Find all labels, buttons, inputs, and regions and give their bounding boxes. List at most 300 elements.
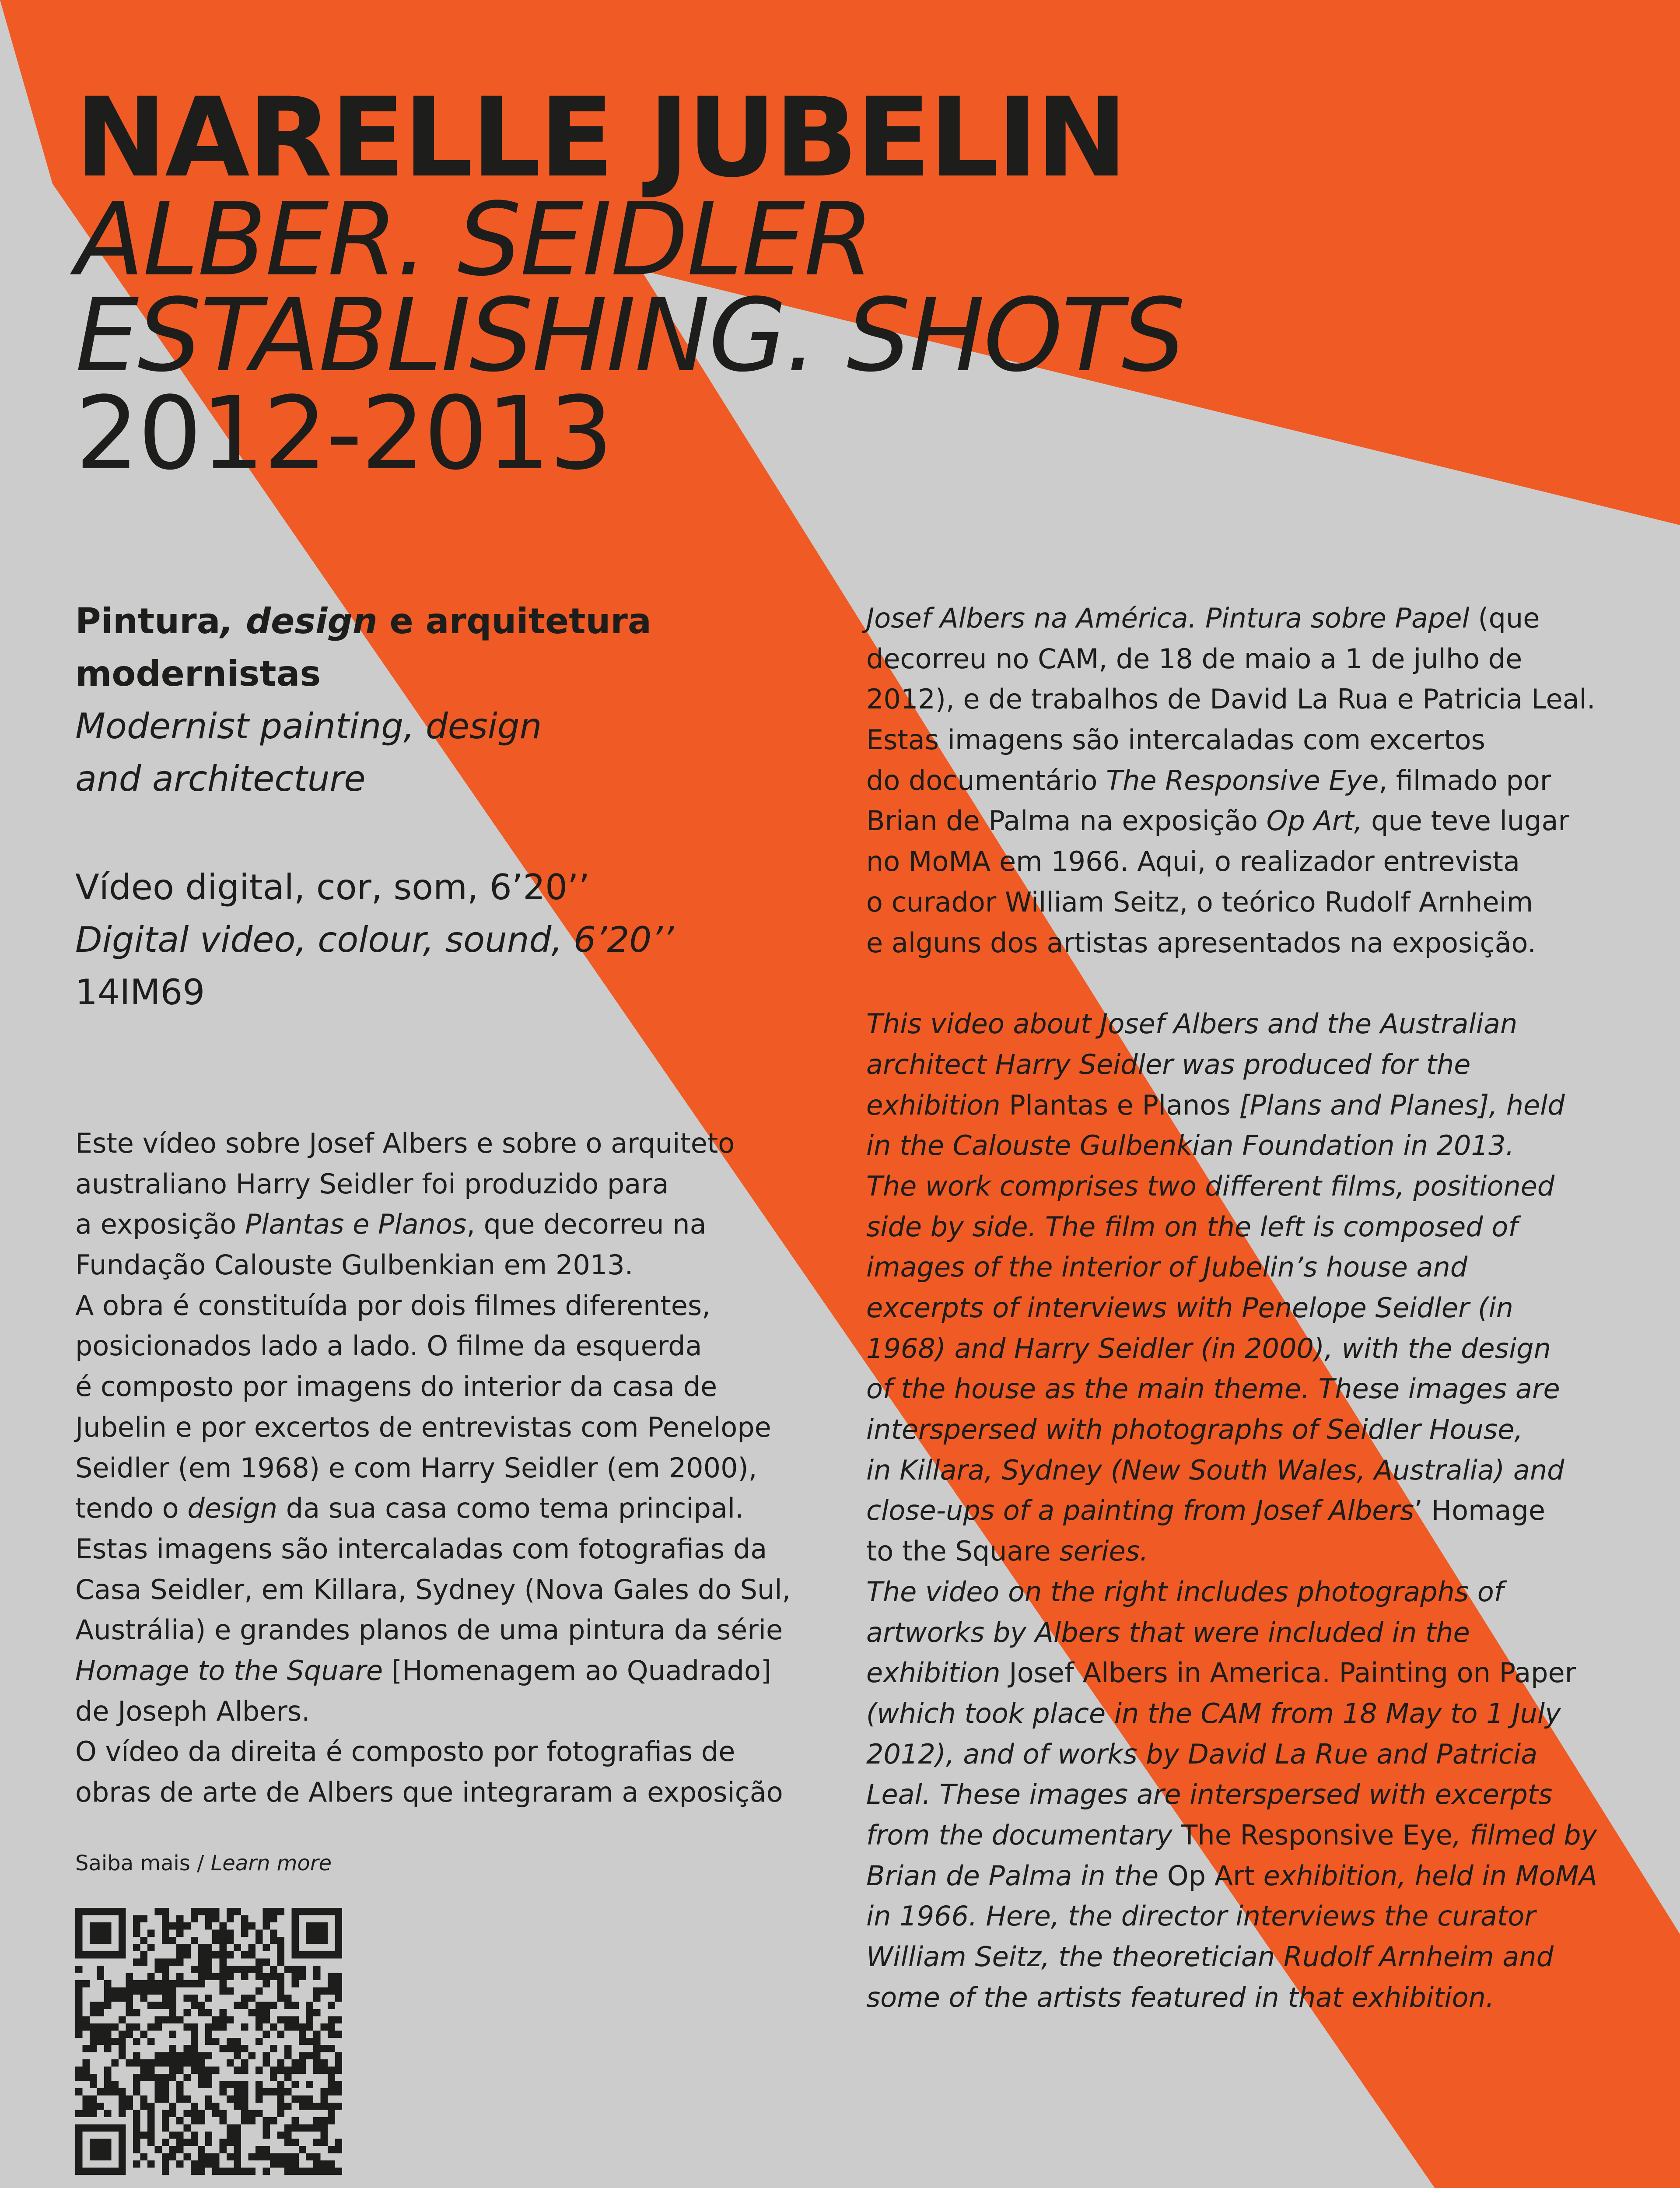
qr-module xyxy=(198,2059,205,2066)
qr-module xyxy=(154,1987,161,1994)
qr-module xyxy=(176,2146,183,2153)
qr-module xyxy=(183,2139,190,2146)
text-run: [Homenagem ao Quadrado] xyxy=(383,1654,772,1687)
qr-module xyxy=(212,1973,219,1980)
qr-module xyxy=(162,1987,169,1994)
qr-module xyxy=(299,2052,306,2059)
qr-module xyxy=(176,2096,183,2103)
qr-module xyxy=(248,2009,256,2016)
qr-module xyxy=(154,1966,161,1973)
qr-module xyxy=(147,1944,154,1951)
qr-module xyxy=(140,2096,147,2103)
text-line xyxy=(866,923,1619,964)
qr-module xyxy=(321,2132,328,2139)
category-en-line-1: Modernist painting, design xyxy=(75,706,542,747)
qr-module xyxy=(263,2016,270,2023)
qr-module xyxy=(162,2139,169,2146)
qr-module xyxy=(169,2103,176,2110)
qr-module xyxy=(299,2067,306,2074)
text-run: architect Harry Seidler was produced for the xyxy=(866,1048,1471,1080)
qr-module xyxy=(90,2074,97,2081)
qr-module xyxy=(169,2132,176,2139)
text-line xyxy=(866,1937,1619,1978)
qr-module xyxy=(126,2023,133,2030)
qr-module xyxy=(220,1987,227,1994)
qr-module xyxy=(97,2009,104,2016)
text-line xyxy=(866,1288,1619,1329)
qr-module xyxy=(198,2146,205,2153)
qr-module xyxy=(82,1980,89,1987)
qr-code-icon[interactable] xyxy=(75,1908,342,2175)
text-run: o curador William Seitz, o teórico Rudolf Arnheim xyxy=(866,886,1533,918)
qr-module xyxy=(147,1980,154,1987)
qr-module xyxy=(292,2067,299,2074)
text-line xyxy=(75,1691,819,1732)
qr-module xyxy=(205,2139,212,2146)
qr-module xyxy=(227,2081,234,2088)
qr-module xyxy=(256,2002,262,2009)
qr-module xyxy=(140,2153,147,2160)
qr-module xyxy=(335,2067,342,2074)
qr-module xyxy=(133,1915,140,1922)
qr-module xyxy=(335,2030,342,2037)
category-pt-part: , design xyxy=(220,601,378,642)
qr-module xyxy=(234,1966,241,1973)
qr-module xyxy=(234,2103,241,2110)
qr-module xyxy=(205,2038,212,2045)
text-run: de Joseph Albers. xyxy=(75,1695,310,1727)
qr-module xyxy=(176,2081,183,2088)
qr-module xyxy=(313,1987,320,1994)
qr-module xyxy=(234,2139,241,2146)
qr-module xyxy=(119,2045,126,2052)
qr-module xyxy=(111,2038,118,2045)
qr-module xyxy=(277,1973,284,1980)
qr-module xyxy=(119,2052,126,2059)
qr-module xyxy=(147,2160,154,2167)
qr-module xyxy=(191,2139,198,2146)
qr-module xyxy=(162,2110,169,2117)
qr-module xyxy=(183,1922,190,1929)
qr-module xyxy=(212,1915,219,1922)
qr-module xyxy=(75,2009,82,2016)
qr-module xyxy=(227,1951,234,1958)
qr-module xyxy=(162,1973,169,1980)
text-run: 1968) and Harry Seidler (in 2000), with the design xyxy=(866,1332,1551,1364)
qr-module xyxy=(176,2016,183,2023)
qr-module xyxy=(313,2038,320,2045)
text-line xyxy=(866,1329,1619,1369)
qr-module xyxy=(328,2002,335,2009)
qr-module xyxy=(335,1973,342,1980)
qr-module xyxy=(256,2146,262,2153)
qr-module xyxy=(277,2081,284,2088)
qr-module xyxy=(176,1980,183,1987)
qr-module xyxy=(306,2103,313,2110)
qr-module xyxy=(277,1951,284,1958)
qr-module xyxy=(248,1951,256,1958)
qr-module xyxy=(169,2059,176,2066)
qr-module xyxy=(97,1973,104,1980)
qr-module xyxy=(183,1980,190,1987)
qr-module xyxy=(198,1980,205,1987)
qr-module xyxy=(292,1973,299,1980)
qr-module xyxy=(111,2059,118,2066)
qr-module xyxy=(234,2038,241,2045)
qr-module xyxy=(263,2132,270,2139)
qr-module xyxy=(227,1987,234,1994)
qr-module xyxy=(183,2023,190,2030)
qr-module xyxy=(162,2016,169,2023)
text-line xyxy=(866,1450,1619,1491)
qr-module xyxy=(328,2023,335,2030)
qr-module xyxy=(292,2059,299,2066)
qr-module xyxy=(328,1987,335,1994)
qr-module xyxy=(335,1980,342,1987)
text-run: obras de arte de Albers que integraram a exposição xyxy=(75,1776,783,1808)
qr-module xyxy=(241,2002,248,2009)
qr-module xyxy=(205,2153,212,2160)
qr-module xyxy=(335,2103,342,2110)
work-title-line-2: ESTABLISHING. SHOTS xyxy=(75,277,1184,394)
text-run: in Killara, Sydney (New South Wales, Australia) and xyxy=(866,1454,1564,1486)
qr-module xyxy=(176,2160,183,2167)
qr-module xyxy=(220,1966,227,1973)
qr-module xyxy=(256,2023,262,2030)
qr-module xyxy=(162,2125,169,2132)
qr-module xyxy=(205,1951,212,1958)
qr-module xyxy=(241,2103,248,2110)
qr-module xyxy=(248,2117,256,2124)
qr-module xyxy=(169,1922,176,1929)
work-years: 2012-2013 xyxy=(75,375,612,492)
text-run: a exposição xyxy=(75,1208,245,1241)
qr-module xyxy=(227,2132,234,2139)
text-run: of the house as the main theme. These images are xyxy=(866,1373,1560,1405)
text-run: Plantas e Planos xyxy=(245,1208,467,1241)
qr-module xyxy=(292,2160,299,2167)
qr-module xyxy=(154,2146,161,2153)
text-run: The Responsive Eye xyxy=(1172,1819,1452,1851)
qr-module xyxy=(90,2081,97,2088)
qr-module xyxy=(198,2067,205,2074)
text-run: e alguns dos artistas apresentados na exposição. xyxy=(866,926,1536,959)
qr-module xyxy=(234,2081,241,2088)
qr-module xyxy=(133,2088,140,2095)
qr-module xyxy=(140,2132,147,2139)
qr-module xyxy=(97,2023,104,2030)
qr-module xyxy=(212,1908,219,1915)
qr-module xyxy=(277,1995,284,2002)
qr-module xyxy=(328,2103,335,2110)
qr-module xyxy=(183,2153,190,2160)
qr-module xyxy=(198,1958,205,1965)
qr-module xyxy=(220,2009,227,2016)
qr-module xyxy=(111,2023,118,2030)
qr-module xyxy=(104,1987,111,1994)
qr-module xyxy=(183,2045,190,2052)
qr-module xyxy=(140,2030,147,2037)
text-run: This video about Josef Albers and the Australian xyxy=(866,1008,1518,1040)
text-run: , que decorreu na xyxy=(466,1208,707,1241)
text-run: Fundação Calouste Gulbenkian em 2013. xyxy=(75,1249,634,1281)
qr-module xyxy=(198,2153,205,2160)
qr-module xyxy=(292,2002,299,2009)
qr-module xyxy=(205,2096,212,2103)
text-line xyxy=(75,1570,819,1610)
qr-module xyxy=(220,1944,227,1951)
qr-module xyxy=(306,2002,313,2009)
qr-module xyxy=(169,2030,176,2037)
qr-module xyxy=(306,2168,313,2175)
right-column xyxy=(866,598,1619,2018)
qr-module xyxy=(277,2103,284,2110)
qr-module xyxy=(220,2146,227,2153)
qr-module xyxy=(306,2153,313,2160)
qr-module xyxy=(234,2132,241,2139)
text-line xyxy=(866,1896,1619,1937)
qr-module xyxy=(133,2023,140,2030)
qr-module xyxy=(321,2160,328,2167)
qr-module xyxy=(212,2016,219,2023)
text-line xyxy=(75,1245,819,1286)
text-run: Jubelin e por excertos de entrevistas com Penelope xyxy=(75,1411,771,1443)
qr-module xyxy=(169,2045,176,2052)
qr-module xyxy=(263,2002,270,2009)
qr-module xyxy=(284,2132,291,2139)
qr-module xyxy=(133,2038,140,2045)
text-line xyxy=(866,842,1619,882)
qr-module xyxy=(328,2074,335,2081)
qr-module xyxy=(227,1929,234,1936)
category-block xyxy=(75,595,819,805)
qr-module xyxy=(126,2030,133,2037)
qr-module xyxy=(292,1980,299,1987)
qr-module xyxy=(169,1937,176,1944)
text-run: to the Square xyxy=(866,1535,1051,1567)
qr-module xyxy=(191,1937,198,1944)
qr-module xyxy=(162,1958,169,1965)
text-line xyxy=(866,1815,1619,1856)
text-line xyxy=(866,679,1619,720)
text-line xyxy=(866,1126,1619,1166)
learn-more-pt: Saiba mais / xyxy=(75,1851,211,1876)
qr-module xyxy=(162,1915,169,1922)
qr-module xyxy=(169,2067,176,2074)
qr-module xyxy=(90,2103,97,2110)
qr-finder-inner xyxy=(90,2139,111,2160)
text-line xyxy=(866,1694,1619,1734)
qr-module xyxy=(119,2103,126,2110)
text-line xyxy=(75,1732,819,1772)
qr-module xyxy=(133,1929,140,1936)
qr-module xyxy=(299,2030,306,2037)
text-line xyxy=(75,1407,819,1448)
qr-module xyxy=(212,2023,219,2030)
text-line xyxy=(866,1410,1619,1450)
qr-module xyxy=(234,2125,241,2132)
text-run: Op Art xyxy=(1158,1859,1264,1892)
qr-module xyxy=(270,2160,277,2167)
text-run: Austrália) e grandes planos de uma pintura da série xyxy=(75,1614,783,1646)
qr-module xyxy=(256,2067,262,2074)
qr-module xyxy=(147,2139,154,2146)
qr-module xyxy=(277,2059,284,2066)
qr-module xyxy=(263,1973,270,1980)
qr-module xyxy=(321,2103,328,2110)
qr-module xyxy=(162,2052,169,2059)
text-run: (which took place in the CAM from 18 May to 1 July xyxy=(866,1697,1561,1729)
qr-module xyxy=(147,2110,154,2117)
qr-module xyxy=(169,2052,176,2059)
qr-module xyxy=(140,1980,147,1987)
paragraph-spacer xyxy=(866,963,1619,1004)
qr-module xyxy=(198,2168,205,2175)
qr-module xyxy=(90,2045,97,2052)
qr-module xyxy=(133,2059,140,2066)
text-line xyxy=(866,1207,1619,1248)
qr-module xyxy=(205,1922,212,1929)
text-run: no MoMA em 1966. Aqui, o realizador entrevista xyxy=(866,845,1520,878)
qr-module xyxy=(176,2067,183,2074)
qr-module xyxy=(263,2009,270,2016)
qr-module xyxy=(313,2059,320,2066)
qr-module xyxy=(248,1966,256,1973)
text-run: excerpts of interviews with Penelope Seidler (in xyxy=(866,1292,1513,1324)
qr-module xyxy=(227,2139,234,2146)
qr-module xyxy=(119,2088,126,2095)
qr-module xyxy=(198,2074,205,2081)
qr-module xyxy=(119,2030,126,2037)
text-line xyxy=(866,598,1619,639)
text-run: interspersed with photographs of Seidler House, xyxy=(866,1413,1523,1446)
qr-module xyxy=(263,2146,270,2153)
qr-module xyxy=(292,2139,299,2146)
qr-module xyxy=(256,2088,262,2095)
qr-module xyxy=(328,1980,335,1987)
qr-module xyxy=(328,2067,335,2074)
qr-module xyxy=(313,1966,320,1973)
text-run: in the Calouste Gulbenkian Foundation in 2013. xyxy=(866,1129,1515,1162)
qr-module xyxy=(183,2096,190,2103)
qr-module xyxy=(191,2168,198,2175)
qr-module xyxy=(313,2103,320,2110)
qr-module xyxy=(183,2110,190,2117)
qr-module xyxy=(169,1995,176,2002)
text-line xyxy=(75,1367,819,1407)
text-line xyxy=(866,1653,1619,1694)
text-run: que teve lugar xyxy=(1362,805,1570,837)
qr-module xyxy=(321,1987,328,1994)
qr-module xyxy=(220,1980,227,1987)
qr-module xyxy=(313,2045,320,2052)
qr-module xyxy=(299,1973,306,1980)
qr-module xyxy=(191,2045,198,2052)
text-line xyxy=(866,761,1619,801)
qr-module xyxy=(241,2059,248,2066)
qr-module xyxy=(227,2153,234,2160)
qr-module xyxy=(82,2096,89,2103)
qr-module xyxy=(227,2125,234,2132)
technical-block xyxy=(75,861,863,1019)
qr-module xyxy=(241,1929,248,1936)
qr-module xyxy=(263,2030,270,2037)
category-en-line-2: and architecture xyxy=(75,758,366,799)
qr-module xyxy=(227,1915,234,1922)
qr-module xyxy=(220,2117,227,2124)
text-run: , filmed by xyxy=(1452,1819,1597,1851)
qr-module xyxy=(299,2096,306,2103)
qr-module xyxy=(75,2074,82,2081)
qr-module xyxy=(169,2146,176,2153)
qr-module xyxy=(234,2045,241,2052)
qr-module xyxy=(104,2038,111,2045)
qr-module xyxy=(321,2067,328,2074)
qr-module xyxy=(263,2117,270,2124)
qr-module xyxy=(205,1944,212,1951)
qr-module xyxy=(284,2002,291,2009)
qr-module xyxy=(75,1980,82,1987)
qr-module xyxy=(162,1966,169,1973)
qr-module xyxy=(162,2088,169,2095)
qr-module xyxy=(335,2059,342,2066)
qr-module xyxy=(270,2153,277,2160)
qr-module xyxy=(205,1973,212,1980)
qr-module xyxy=(169,2016,176,2023)
qr-module xyxy=(263,2088,270,2095)
qr-module xyxy=(126,2009,133,2016)
qr-module xyxy=(256,1987,262,1994)
qr-module xyxy=(263,2168,270,2175)
qr-module xyxy=(205,2132,212,2139)
text-line xyxy=(866,1045,1619,1085)
qr-module xyxy=(104,2110,111,2117)
qr-module xyxy=(335,2081,342,2088)
qr-module xyxy=(90,2096,97,2103)
qr-module xyxy=(75,2002,82,2009)
qr-module xyxy=(133,2132,140,2139)
qr-module xyxy=(97,2088,104,2095)
qr-module xyxy=(212,2168,219,2175)
text-run: tendo o xyxy=(75,1492,188,1525)
qr-module xyxy=(241,1951,248,1958)
qr-module xyxy=(97,2103,104,2110)
text-line xyxy=(75,1651,819,1691)
qr-module xyxy=(220,1937,227,1944)
qr-module xyxy=(299,2146,306,2153)
qr-module xyxy=(313,2009,320,2016)
qr-module xyxy=(162,2168,169,2175)
qr-module xyxy=(220,2088,227,2095)
qr-module xyxy=(147,2117,154,2124)
qr-module xyxy=(212,2153,219,2160)
qr-module xyxy=(321,2139,328,2146)
qr-module xyxy=(270,1929,277,1936)
qr-module xyxy=(133,2117,140,2124)
qr-module xyxy=(111,1995,118,2002)
qr-module xyxy=(248,2153,256,2160)
text-line xyxy=(866,1247,1619,1288)
qr-module xyxy=(263,1944,270,1951)
qr-module xyxy=(212,1929,219,1936)
qr-module xyxy=(90,2038,97,2045)
qr-module xyxy=(140,2074,147,2081)
qr-module xyxy=(248,1922,256,1929)
artist-name: NARELLE JUBELIN xyxy=(75,74,1126,201)
qr-module xyxy=(248,1944,256,1951)
qr-module xyxy=(299,2125,306,2132)
qr-module xyxy=(328,2030,335,2037)
